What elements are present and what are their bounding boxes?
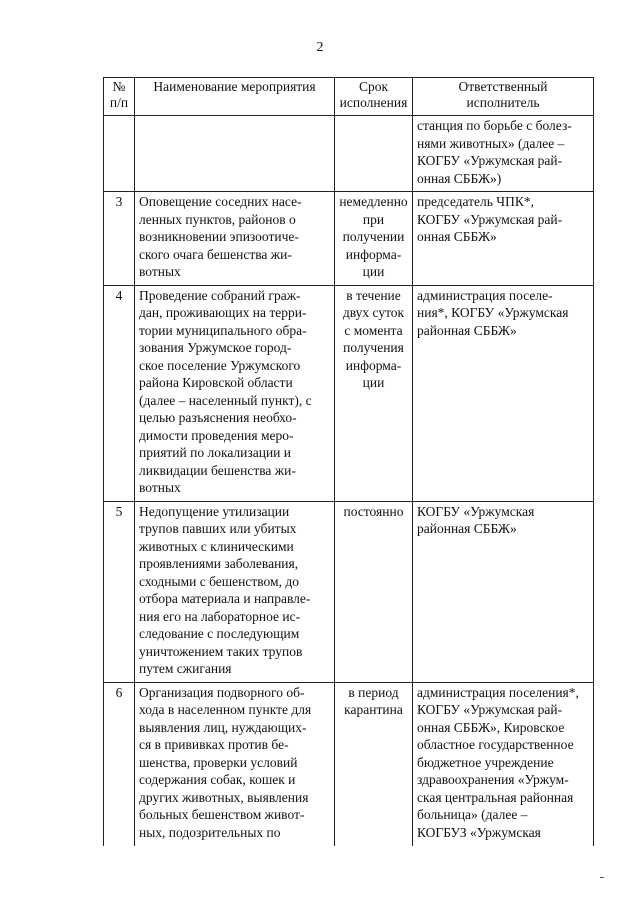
row-responsible: администрация поселения*, КОГБУ «Уржумская рай- онная СББЖ», Кировское областное государственное бюджетное учреждение здравоохранения «Уржум- ская центральная районная больница» (далее – КОГБУЗ «Уржумская (413, 682, 594, 846)
row-term: в период карантина (335, 682, 413, 846)
table-row (104, 285, 594, 501)
header-name: Наименование мероприятия (135, 78, 335, 116)
measures-table (103, 77, 594, 846)
row-name: Недопущение утилизации трупов павших или убитых животных с клиническими проявлениями заболевания, сходными с бешенством, до отбора материала и направле- ния его на лабораторное ис- следование с последующим уничтожением таких трупов путем сжигания (135, 501, 335, 682)
row-num: 6 (104, 682, 135, 846)
row-responsible: администрация поселе- ния*, КОГБУ «Уржумская районная СББЖ» (413, 285, 594, 501)
header-responsible: Ответственный исполнитель (413, 78, 594, 116)
header-term: Срок исполнения (335, 78, 413, 116)
row-num: 5 (104, 501, 135, 682)
row-responsible: станция по борьбе с болез- нями животных» (далее – КОГБУ «Уржумская рай- онная СББЖ») (413, 116, 594, 192)
page-number: 2 (316, 40, 324, 55)
table-row (104, 192, 594, 286)
header-num: № п/п (104, 78, 135, 116)
row-term (335, 116, 413, 192)
row-term: немедленно при получении информа- ции (335, 192, 413, 286)
row-num: 3 (104, 192, 135, 286)
row-name: Проведение собраний граж- дан, проживающих на терри- тории муниципального обра- зования Уржумское город- ское поселение Уржумского района Кировской области (далее – населенный пункт), с целью разъяснения необхо- димости проведения меро- приятий по локализации и ликвидации бешенства жи- вотных (135, 285, 335, 501)
row-responsible: КОГБУ «Уржумская районная СББЖ» (413, 501, 594, 682)
scan-mark (600, 877, 604, 878)
row-term: постоянно (335, 501, 413, 682)
row-term: в течение двух суток с момента получения информа- ции (335, 285, 413, 501)
table-row (104, 116, 594, 192)
table-row (104, 501, 594, 682)
table-header-row (104, 78, 594, 116)
row-name (135, 116, 335, 192)
row-name: Оповещение соседних насе- ленных пунктов, районов о возникновении эпизоотиче- ского очага бешенства жи- вотных (135, 192, 335, 286)
row-num: 4 (104, 285, 135, 501)
row-name: Организация подворного об- хода в населенном пункте для выявления лиц, нуждающих- ся в прививках против бе- шенства, проверки условий содержания собак, кошек и других животных, выявления больных бешенством живот- ных, подозрительных по (135, 682, 335, 846)
row-responsible: председатель ЧПК*, КОГБУ «Уржумская рай- онная СББЖ» (413, 192, 594, 286)
row-num (104, 116, 135, 192)
table-row (104, 682, 594, 846)
